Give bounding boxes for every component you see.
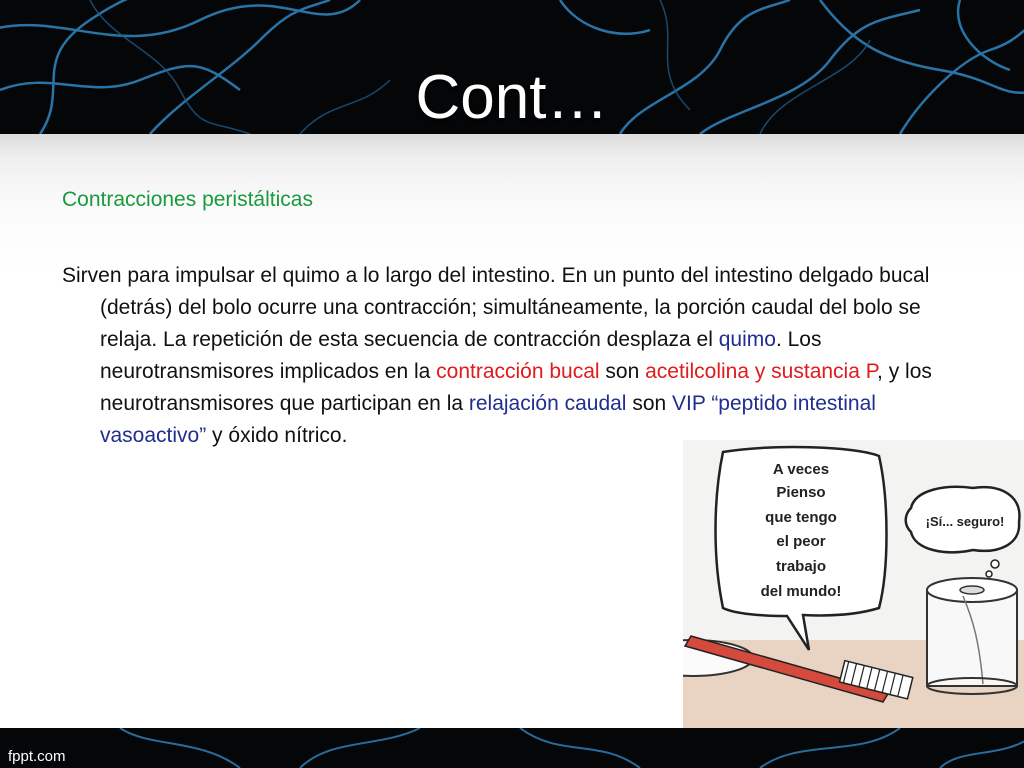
toilet-paper-icon [927, 578, 1017, 694]
paragraph-text-run: son [626, 392, 673, 415]
highlighted-term: contracción bucal [436, 360, 600, 383]
cartoon-illustration [683, 440, 1024, 728]
speech-line: del mundo! [760, 583, 842, 600]
nerve-fibers-decoration-bottom [0, 728, 1024, 768]
slide-title: Cont… [415, 63, 609, 132]
paragraph-text-run: Sirven para impulsar el quimo a lo largo del intestino. En un punto del intestino delgado bucal (detrás) del bolo ocurre una contracción; simultáneamente, la porción caudal del bolo se relaja. La repetición de esta secuencia de contracción desplaza el [62, 264, 930, 351]
thought-bubble-text: ¡Sí... seguro! [925, 514, 1005, 529]
highlighted-term: VIP “peptido intestinal vasoactivo” [100, 392, 876, 447]
highlighted-term: relajación caudal [468, 392, 627, 415]
body-paragraph [62, 260, 962, 452]
highlighted-term: quimo [718, 328, 776, 351]
slide-subtitle: Contracciones peristálticas [62, 188, 313, 211]
speech-line: el peor [776, 533, 826, 550]
speech-line: Pienso [776, 484, 826, 501]
footer-brand-label: fppt.com [8, 748, 66, 765]
highlighted-term: acetilcolina y sustancia P [645, 360, 878, 383]
speech-line: trabajo [775, 558, 827, 575]
speech-line: A veces [772, 461, 830, 478]
speech-line: que tengo [765, 509, 837, 526]
paragraph-text-run: son [599, 360, 646, 383]
paragraph-text-run: , y los neurotransmisores que participan en la [100, 360, 932, 415]
footer-band [0, 728, 1024, 768]
paragraph-text-run: . Los neurotransmisores implicados en la [100, 328, 822, 383]
paragraph-text-run: y óxido nítrico. [206, 424, 348, 447]
